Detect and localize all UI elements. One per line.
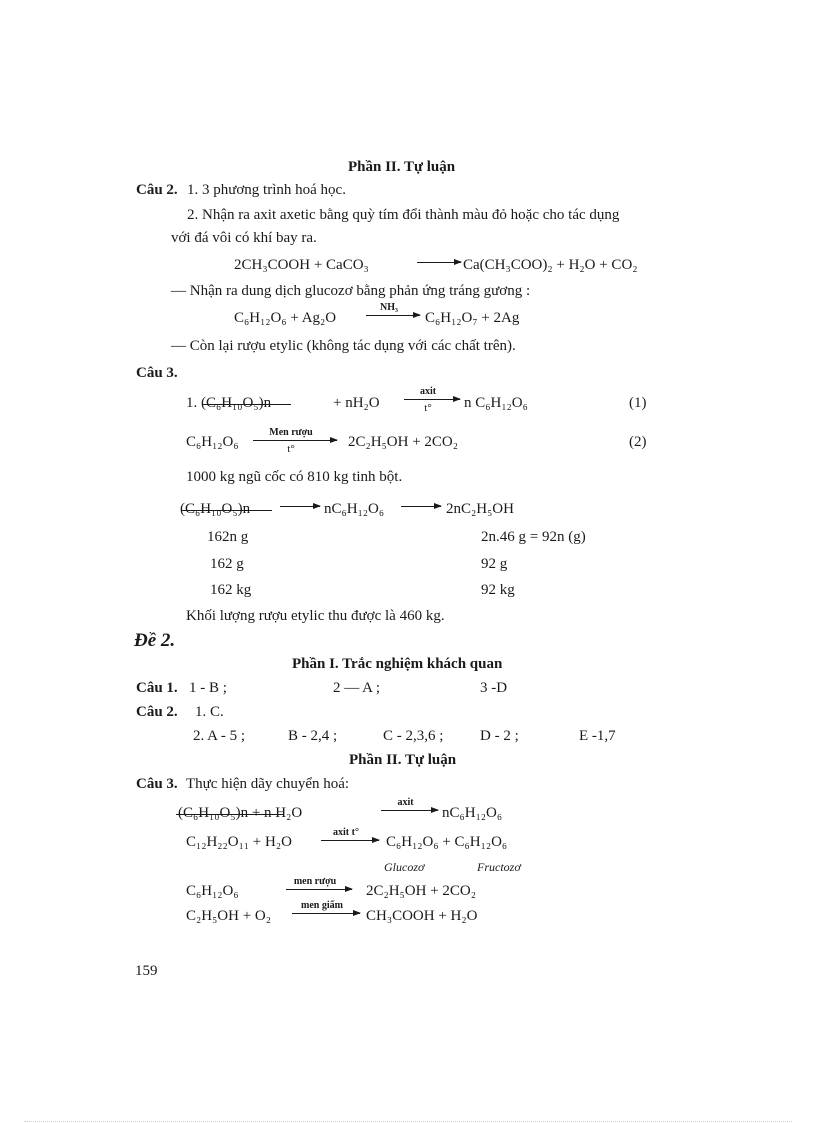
e3-condition: men rượu [293, 876, 337, 887]
de2-cau2-a1: 2. A - 5 ; [193, 728, 246, 744]
eq2-arrow [366, 302, 420, 316]
e2-note-fructose: Fructozơ [477, 860, 521, 874]
de2-cau2-a2: B - 2,4 ; [288, 728, 338, 744]
e1-condition: axit [397, 797, 414, 808]
de2-cau2-a4: D - 2 ; [480, 728, 519, 744]
cau2-label: Câu 2. [136, 182, 178, 198]
chain-a: (C₆H₁₀O₅)n [180, 501, 251, 517]
cau2-item2-line2: với đá vôi có khí bay ra. [171, 230, 317, 246]
eq1-right: Ca(CH₃COO)₂ + H₂O + CO₂ [463, 257, 638, 273]
page-number: 159 [135, 963, 158, 979]
de2-cau3-intro: Thực hiện dãy chuyển hoá: [186, 776, 350, 792]
table-left-1: 162 g [210, 556, 244, 572]
e4-condition: men giấm [301, 900, 343, 911]
part2-heading: Phần II. Tự luận [348, 159, 456, 175]
cau3-label: Câu 3. [136, 365, 178, 381]
eq1-arrow [417, 262, 461, 263]
e3-arrow [286, 876, 352, 890]
eq2-right: C₆H₁₂O₇ + 2Ag [425, 310, 520, 326]
e1-left: (C₆H₁₀O₅)n + n H₂O [178, 805, 303, 821]
de2-part2-heading: Phần II. Tự luận [349, 752, 457, 768]
r1-reactant: (C₆H₁₀O₅)n [201, 395, 272, 411]
de2-cau2-a3: C - 2,3,6 ; [383, 728, 444, 744]
r1-product: n C₆H₁₂O₆ [464, 395, 528, 411]
r1-prefix: 1. [186, 395, 198, 411]
eq2-condition: NH₃ [380, 302, 398, 313]
de2-cau2-label: Câu 2. [136, 704, 178, 720]
r1-arrow [404, 386, 460, 414]
e2-note-glucose: Glucozơ [384, 860, 425, 874]
de2-title: Đề 2. [134, 630, 176, 651]
de2-cau3-label: Câu 3. [136, 776, 178, 792]
cau2-item2-line1: 2. Nhận ra axit axetic bằng quỳ tím đổi thành màu đỏ hoặc cho tác dụng [187, 207, 620, 223]
r2-products: 2C₂H₅OH + 2CO₂ [348, 434, 458, 450]
e2-left: C₁₂H₂₂O₁₁ + H₂O [186, 834, 292, 850]
e4-left: C₂H₅OH + O₂ [186, 908, 271, 924]
r1-number: (1) [629, 395, 647, 411]
de2-cau1-a2: 2 — A ; [333, 680, 381, 696]
de2-cau2-line1: 1. C. [195, 704, 224, 720]
result-line: Khối lượng rượu etylic thu được là 460 kg. [186, 608, 445, 624]
table-left-0: 162n g [207, 529, 249, 545]
chain-polymer-bar [182, 510, 272, 511]
table-right-0: 2n.46 g = 92n (g) [481, 529, 586, 545]
e1-arrow [381, 797, 438, 811]
ethanol-line: — Còn lại rượu etylic (không tác dụng với các chất trên). [171, 338, 516, 354]
r2-cond-bottom: t° [287, 443, 295, 455]
r2-reactant: C₆H₁₂O₆ [186, 434, 239, 450]
r2-cond-top: Men rượu [269, 427, 313, 438]
table-right-2: 92 kg [481, 582, 515, 598]
table-left-2: 162 kg [210, 582, 252, 598]
de2-part1-heading: Phần I. Trắc nghiệm khách quan [292, 656, 503, 672]
page-bottom-divider [24, 1121, 792, 1122]
cau2-item1: 1. 3 phương trình hoá học. [187, 182, 346, 198]
r1-plus-water: + nH₂O [333, 395, 380, 411]
r1-cond-bottom: t° [424, 402, 432, 414]
r2-number: (2) [629, 434, 647, 450]
chain-b: nC₆H₁₂O₆ [324, 501, 385, 517]
chain-c: 2nC₂H₅OH [446, 501, 514, 517]
r1-cond-top: axit [419, 386, 437, 397]
de2-cau2-a5: E -1,7 [579, 728, 616, 744]
glucose-line: — Nhận ra dung dịch glucozơ bằng phản ứng tráng gương : [171, 283, 531, 299]
e3-left: C₆H₁₂O₆ [186, 883, 239, 899]
de2-cau1-a1: 1 - B ; [189, 680, 227, 696]
r2-arrow [253, 427, 337, 455]
e4-arrow [292, 900, 360, 914]
de2-cau1-a3: 3 -D [480, 680, 508, 696]
eq1-left: 2CH₃COOH + CaCO₃ [234, 257, 369, 273]
e2-right: C₆H₁₂O₆ + C₆H₁₂O₆ [386, 834, 508, 850]
e1-right: nC₆H₁₂O₆ [442, 805, 503, 821]
de2-cau1-label: Câu 1. [136, 680, 178, 696]
eq2-left: C₆H₁₂O₆ + Ag₂O [234, 310, 337, 326]
e1-polymer-bar [176, 814, 284, 815]
chain-arrow-1 [280, 506, 320, 507]
e3-right: 2C₂H₅OH + 2CO₂ [366, 883, 476, 899]
e4-right: CH₃COOH + H₂O [366, 908, 478, 924]
chain-arrow-2 [401, 506, 441, 507]
e2-condition: axit t° [333, 827, 359, 838]
mass-line: 1000 kg ngũ cốc có 810 kg tinh bột. [186, 469, 403, 485]
table-right-1: 92 g [481, 556, 508, 572]
e2-arrow [321, 827, 379, 841]
r1-polymer-bar [203, 404, 291, 405]
